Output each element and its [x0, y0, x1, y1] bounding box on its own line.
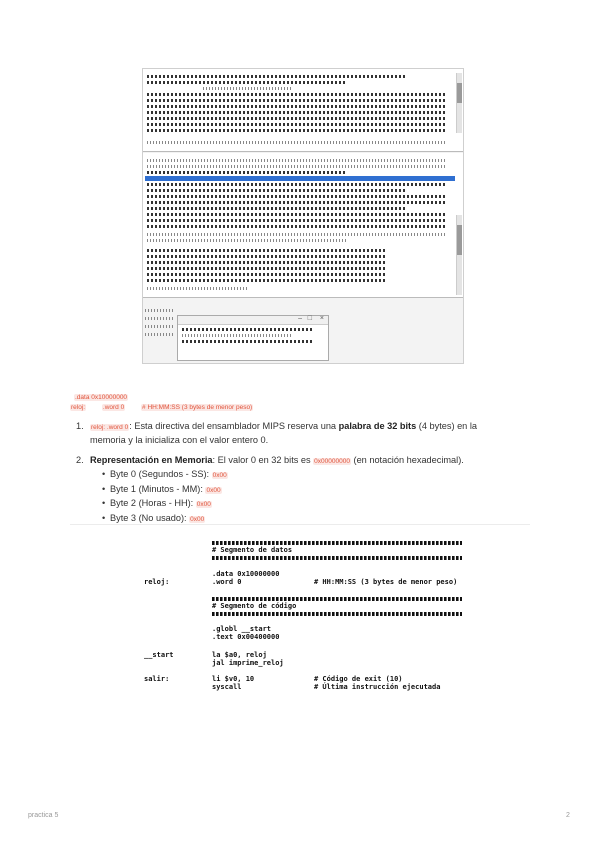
scrollbar[interactable] — [456, 73, 462, 133]
inline-code: 0x00000000 — [314, 458, 350, 465]
word-comment: # HH:MM:SS (3 bytes de menor peso) — [142, 404, 253, 411]
text-segment-pane — [143, 153, 463, 298]
reloj-label: reloj: — [144, 578, 170, 586]
word-directive: .word 0 — [102, 404, 125, 411]
byte-item: • Byte 2 (Horas - HH): 0x00 — [110, 497, 506, 512]
reloj-line-tag — [70, 404, 253, 411]
divider — [70, 524, 530, 525]
inline-code: reloj: .word 0 — [91, 424, 129, 431]
simulator-screenshot — [142, 68, 464, 364]
maximize-icon[interactable]: □ — [307, 315, 312, 322]
minimize-icon[interactable]: – — [298, 315, 302, 322]
code-screenshot: # Segmento de datos .data 0x10000000 reloj: .word 0 # HH:MM:SS (3 bytes de menor peso) # Segmento de código .globl __start .text 0x00400000 __start la $a0, reloj jal imprime_reloj salir: li $v0, 10 # Código de exit (10) syscall # Última instrucción ejecutada — [140, 539, 470, 693]
byte-item: • Byte 3 (No usado): 0x00 — [110, 512, 506, 527]
console-titlebar — [178, 316, 328, 325]
selected-row[interactable] — [145, 176, 455, 181]
comment-rule — [212, 597, 462, 601]
data-segment-pane — [143, 69, 463, 152]
footer-title: practica 5 — [28, 812, 59, 819]
salir-label: salir: — [144, 675, 170, 683]
comment-rule — [212, 541, 462, 545]
byte-list — [90, 468, 506, 526]
byte-item: • Byte 0 (Segundos - SS): 0x00 — [110, 468, 506, 483]
comment-rule — [212, 612, 462, 616]
scrollbar[interactable] — [456, 215, 462, 295]
list-item-1: 1. reloj: .word 0: Esta directiva del ensamblador MIPS reserva una palabra de 32 bits (4 bytes) en la memoria y la inicializa con el valor entero 0. — [76, 421, 477, 445]
console-pane — [143, 301, 463, 364]
comment-rule — [212, 556, 462, 560]
reloj-label: reloj: — [71, 404, 86, 411]
page-number: 2 — [566, 812, 570, 819]
run-io-console — [177, 315, 329, 361]
list-item-2: 2. Representación en Memoria: El valor 0 en 32 bits es 0x00000000 (en notación hexadecimal). • Byte 0 (Segundos - SS): 0x00 • Byte 1 (Minutos - MM): 0x00 • Byte 2 (Horas - HH): 0x00 • Byte 3 (No usado): 0x00 — [76, 454, 506, 526]
start-label: __start — [144, 651, 174, 659]
close-icon[interactable]: × — [319, 315, 324, 322]
data-directive-tag: .data 0x10000000 — [75, 394, 128, 401]
byte-item: • Byte 1 (Minutos - MM): 0x00 — [110, 483, 506, 498]
